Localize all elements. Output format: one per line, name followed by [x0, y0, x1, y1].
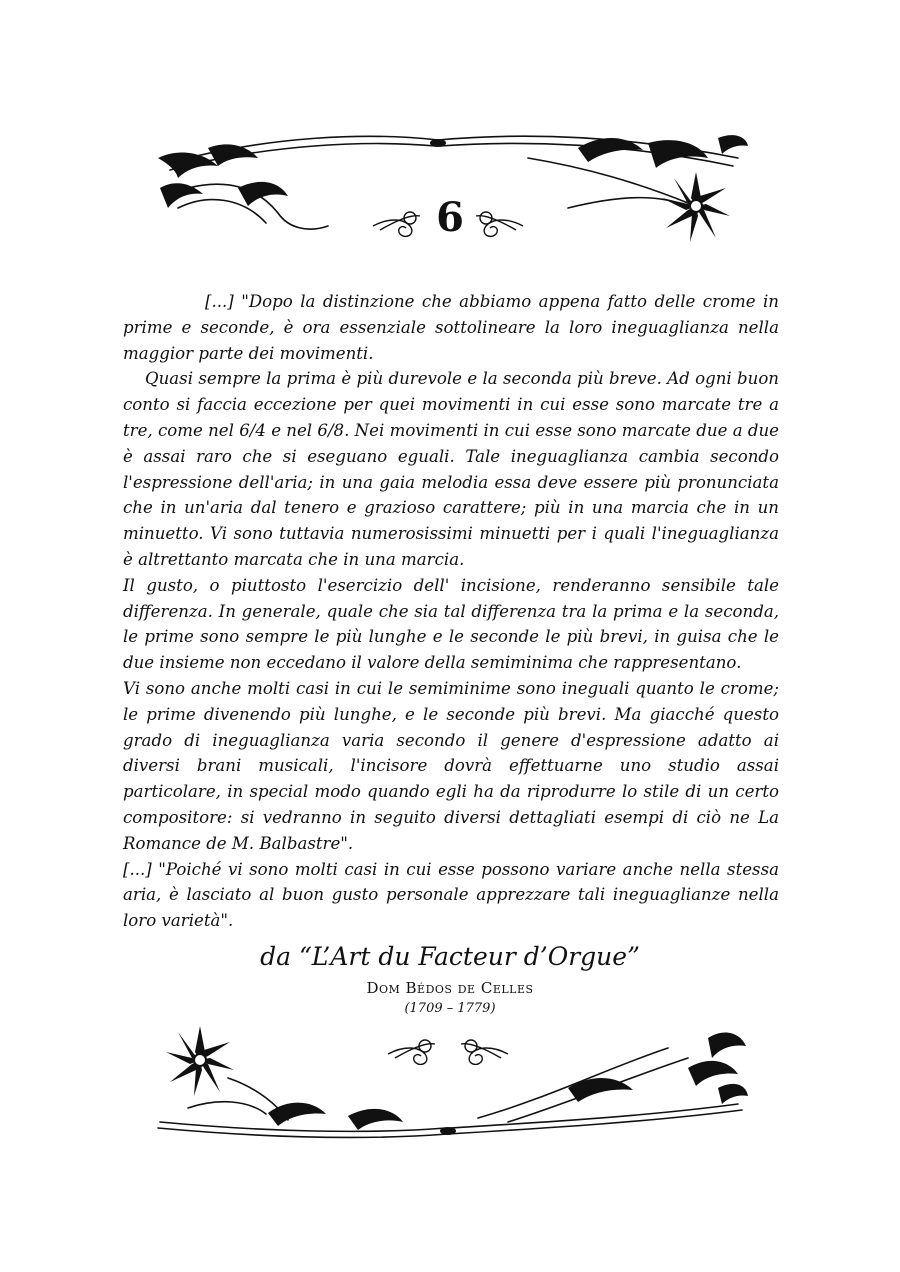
paragraph: Vi sono anche molti casi in cui le semiminime sono ineguali quanto le crome; le prime divenendo più lunghe, e le seconde più brevi. Ma giacché questo grado di ineguaglianza varia secondo il genere d'espressione adatto ai diversi brani musicali, l'incisore dovrà effettuarne uno studio assai particolare, in special modo quando egli ha da riprodurre lo stile di un certo compositore: si vedranno in seguito diversi dettagliati esempi di ciò ne La Romance de M. Balbastre".: [123, 678, 779, 853]
paragraph: Quasi sempre la prima è più durevole e la seconda più breve. Ad ogni buon conto si faccia eccezione per quei movimenti in cui esse sono marcate tre a tre, come nel 6/4 e nel 6/8. Nei movimenti in cui esse sono marcate due a due è assai raro che si eseguano eguali. Tale ineguaglianza cambia secondo l'espressione dell'aria; in una gaia melodia essa deve essere più pronunciata che in un'aria dal tenero e grazioso carattere; più in una marcia che in un minuetto. Vi sono tuttavia numerosissimi minuetti per i quali l'ineguaglianza è altrettanto marcata che in una marcia.: [123, 369, 779, 569]
source-title: da “L’Art du Facteur d’Orgue”: [260, 942, 640, 971]
body-text: [123, 289, 779, 934]
source-citation: [0, 940, 900, 1018]
source-dates: (1709 – 1779): [404, 1001, 496, 1016]
paragraph: [...] "Poiché vi sono molti casi in cui esse possono variare anche nella stessa aria, è lasciato al buon gusto personale apprezzare tali ineguaglianze nella loro varietà".: [123, 859, 779, 931]
paragraph: [...] "Dopo la distinzione che abbiamo appena fatto delle crome in prime e seconde, è ora essenziale sottolineare la loro ineguaglianza nella maggior parte dei movimenti.: [123, 292, 779, 363]
floral-vignette-bottom-icon: [148, 1018, 752, 1168]
source-author: Dom Bédos de Celles: [366, 979, 534, 997]
page-number: 6: [436, 194, 464, 241]
paragraph: Il gusto, o piuttosto l'esercizio dell' incisione, renderanno sensibile tale differenza. In generale, quale che sia tal differenza tra la prima e la seconda, le prime sono sempre le più lunghe e le seconde le più brevi, in guisa che le due insieme non eccedano il valore della semiminima che rappresentano.: [123, 575, 779, 673]
